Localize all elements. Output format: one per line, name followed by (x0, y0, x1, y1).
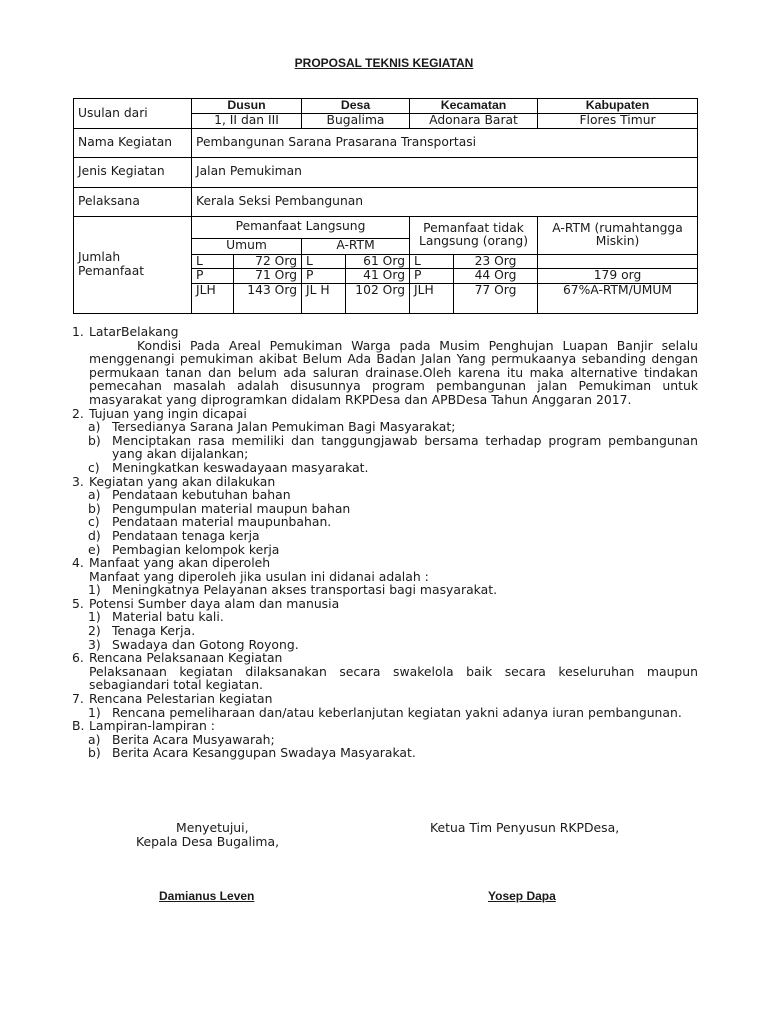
section-number: 2. (72, 405, 84, 421)
section-number: 5. (72, 595, 84, 611)
kabupaten-header: Kabupaten (538, 99, 698, 114)
item-marker: 1) (88, 609, 101, 625)
list-item (72, 733, 698, 747)
list-item (72, 420, 698, 434)
jenis-kegiatan-label: Jenis Kegiatan (74, 157, 192, 187)
list-item (72, 706, 698, 720)
item-text: Pendataan material maupunbahan. (112, 514, 332, 530)
kecamatan-value: Adonara Barat (410, 114, 538, 129)
artm-miskin-header: A-RTM (rumahtangga Miskin) (538, 216, 698, 254)
ketua-tim-label: Ketua Tim Penyusun RKPDesa, (430, 820, 620, 835)
item-text: Meningkatkan keswadayaan masyarakat. (112, 459, 369, 475)
jumlah-pemanfaat-label: Jumlah Pemanfaat (74, 216, 192, 313)
list-item (72, 488, 698, 502)
item-marker: a) (88, 487, 101, 503)
section-number: 3. (72, 473, 84, 489)
tidak-l-label: L (410, 254, 454, 269)
section-potensi (72, 597, 698, 611)
list-item (72, 638, 698, 652)
signer-right-name: Yosep Dapa (488, 889, 556, 903)
item-text: Meningkatnya Pelayanan akses transportasi bagi masyarakat. (112, 582, 498, 598)
activity-info-table (73, 98, 698, 314)
umum-l-label: L (192, 254, 234, 269)
item-text: Pendataan kebutuhan bahan (112, 487, 291, 503)
section-latar-belakang (72, 325, 698, 339)
list-item (72, 502, 698, 516)
list-item (72, 583, 698, 597)
umum-jlh-value: 143 Org (234, 283, 302, 313)
item-marker: b) (88, 432, 101, 448)
item-marker: c) (88, 514, 100, 530)
tidak-jlh-label: JLH (410, 283, 454, 313)
list-item (72, 434, 698, 461)
artm-p-value: 41 Org (346, 269, 410, 284)
section-title: Rencana Pelaksanaan Kegiatan (89, 650, 283, 666)
list-item (72, 515, 698, 529)
signer-left-name: Damianus Leven (159, 889, 255, 903)
list-item (72, 529, 698, 543)
list-item (72, 610, 698, 624)
kepala-desa-label: Kepala Desa Bugalima, (136, 834, 280, 849)
section-title: Rencana Pelestarian kegiatan (89, 691, 273, 707)
section-title: Kegiatan yang akan dilakukan (89, 473, 276, 489)
list-item (72, 543, 698, 557)
section-number: 6. (72, 650, 84, 666)
item-text: Berita Acara Musyawarah; (112, 731, 275, 747)
pemanfaat-langsung-header: Pemanfaat Langsung (192, 216, 410, 238)
item-marker: b) (88, 745, 101, 761)
item-marker: 2) (88, 623, 101, 639)
section-number: 4. (72, 555, 84, 571)
section-pelestarian (72, 692, 698, 706)
artm-l-label: L (302, 254, 346, 269)
miskin-p-value: 179 org (538, 269, 698, 284)
section-manfaat (72, 556, 698, 570)
item-text: Pengumpulan material maupun bahan (112, 500, 351, 516)
section-paragraph: Kondisi Pada Areal Pemukiman Warga pada Musim Penghujan Luapan Banjir selalu menggenangi pemukiman akibat Belum Ada Badan Jalan Yang permukaanya sebanding dengan permukaan tanan dan belum ada saluran drainase.Oleh karena itu maka alternative tindakan pemecahan masalah adalah disusunnya program pembangunan jalan Pemukiman untuk masyarakat yang diprogramkan didalam RKPDesa dan APBDesa Tahun Anggaran 2017. (89, 337, 698, 407)
item-text: Tersedianya Sarana Jalan Pemukiman Bagi Masyarakat; (112, 419, 456, 435)
section-number: 7. (72, 691, 84, 707)
umum-l-value: 72 Org (234, 254, 302, 269)
kecamatan-header: Kecamatan (410, 99, 538, 114)
umum-jlh-label: JLH (192, 283, 234, 313)
artm-header: A-RTM (302, 238, 410, 254)
item-text: Rencana pemeliharaan dan/atau keberlanjutan kegiatan yakni adanya iuran pembangunan. (112, 704, 682, 720)
jenis-kegiatan-value: Jalan Pemukiman (192, 157, 698, 187)
menyetujui-label: Menyetujui, (176, 820, 249, 835)
nama-kegiatan-label: Nama Kegiatan (74, 128, 192, 157)
umum-p-label: P (192, 269, 234, 284)
artm-p-label: P (302, 269, 346, 284)
list-item (72, 624, 698, 638)
usulan-label: Usulan dari (74, 99, 192, 129)
list-item (72, 746, 698, 760)
item-marker: b) (88, 500, 101, 516)
item-text: Pendataan tenaga kerja (112, 527, 260, 543)
umum-p-value: 71 Org (234, 269, 302, 284)
artm-l-value: 61 Org (346, 254, 410, 269)
section-pelaksanaan (72, 651, 698, 665)
artm-jlh-label: JL H (302, 283, 346, 313)
artm-jlh-value: 102 Org (346, 283, 410, 313)
item-marker: e) (88, 541, 101, 557)
section-title: Lampiran-lampiran : (89, 718, 215, 734)
item-marker: 1) (88, 704, 101, 720)
section-number: B. (72, 718, 85, 734)
desa-header: Desa (302, 99, 410, 114)
item-text: Swadaya dan Gotong Royong. (112, 636, 299, 652)
tidak-l-value: 23 Org (454, 254, 538, 269)
section-lampiran (72, 719, 698, 733)
kabupaten-value: Flores Timur (538, 114, 698, 129)
item-text: Berita Acara Kesanggupan Swadaya Masyarakat. (112, 745, 416, 761)
section-title: Tujuan yang ingin dicapai (89, 405, 247, 421)
section-paragraph: Manfaat yang diperoleh jika usulan ini didanai adalah : (89, 568, 429, 584)
umum-header: Umum (192, 238, 302, 254)
document-title: PROPOSAL TEKNIS KEGIATAN (294, 56, 474, 70)
pelaksana-label: Pelaksana (74, 187, 192, 216)
item-marker: a) (88, 731, 101, 747)
item-text: Pembagian kelompok kerja (112, 541, 280, 557)
section-kegiatan (72, 475, 698, 489)
desa-value: Bugalima (302, 114, 410, 129)
item-text: Material batu kali. (112, 609, 224, 625)
proposal-body (72, 325, 698, 760)
nama-kegiatan-value: Pembangunan Sarana Prasarana Transportasi (192, 128, 698, 157)
tidak-p-label: P (410, 269, 454, 284)
item-marker: d) (88, 527, 101, 543)
section-paragraph: Pelaksanaan kegiatan dilaksanakan secara swakelola baik secara keseluruhan maupun sebagiandari total kegiatan. (89, 663, 698, 693)
item-marker: a) (88, 419, 101, 435)
item-marker: 1) (88, 582, 101, 598)
dusun-header: Dusun (192, 99, 302, 114)
item-marker: 3) (88, 636, 101, 652)
tidak-p-value: 44 Org (454, 269, 538, 284)
section-title: LatarBelakang (89, 324, 179, 339)
tidak-jlh-value: 77 Org (454, 283, 538, 313)
miskin-l-value (538, 254, 698, 269)
pelaksana-value: Kerala Seksi Pembangunan (192, 187, 698, 216)
section-title: Manfaat yang akan diperoleh (89, 555, 271, 571)
list-item (72, 461, 698, 475)
miskin-jlh-value: 67%A-RTM/UMUM (538, 283, 698, 313)
item-text: Tenaga Kerja. (112, 623, 196, 639)
item-text: Menciptakan rasa memiliki dan tanggungjawab bersama terhadap program pembangunan yang akan dijalankan; (112, 432, 698, 462)
section-number: 1. (72, 324, 84, 339)
section-tujuan (72, 407, 698, 421)
item-marker: c) (88, 459, 100, 475)
pemanfaat-tidak-langsung-header: Pemanfaat tidak Langsung (orang) (410, 216, 538, 254)
dusun-value: 1, II dan III (192, 114, 302, 129)
section-title: Potensi Sumber daya alam dan manusia (89, 595, 340, 611)
